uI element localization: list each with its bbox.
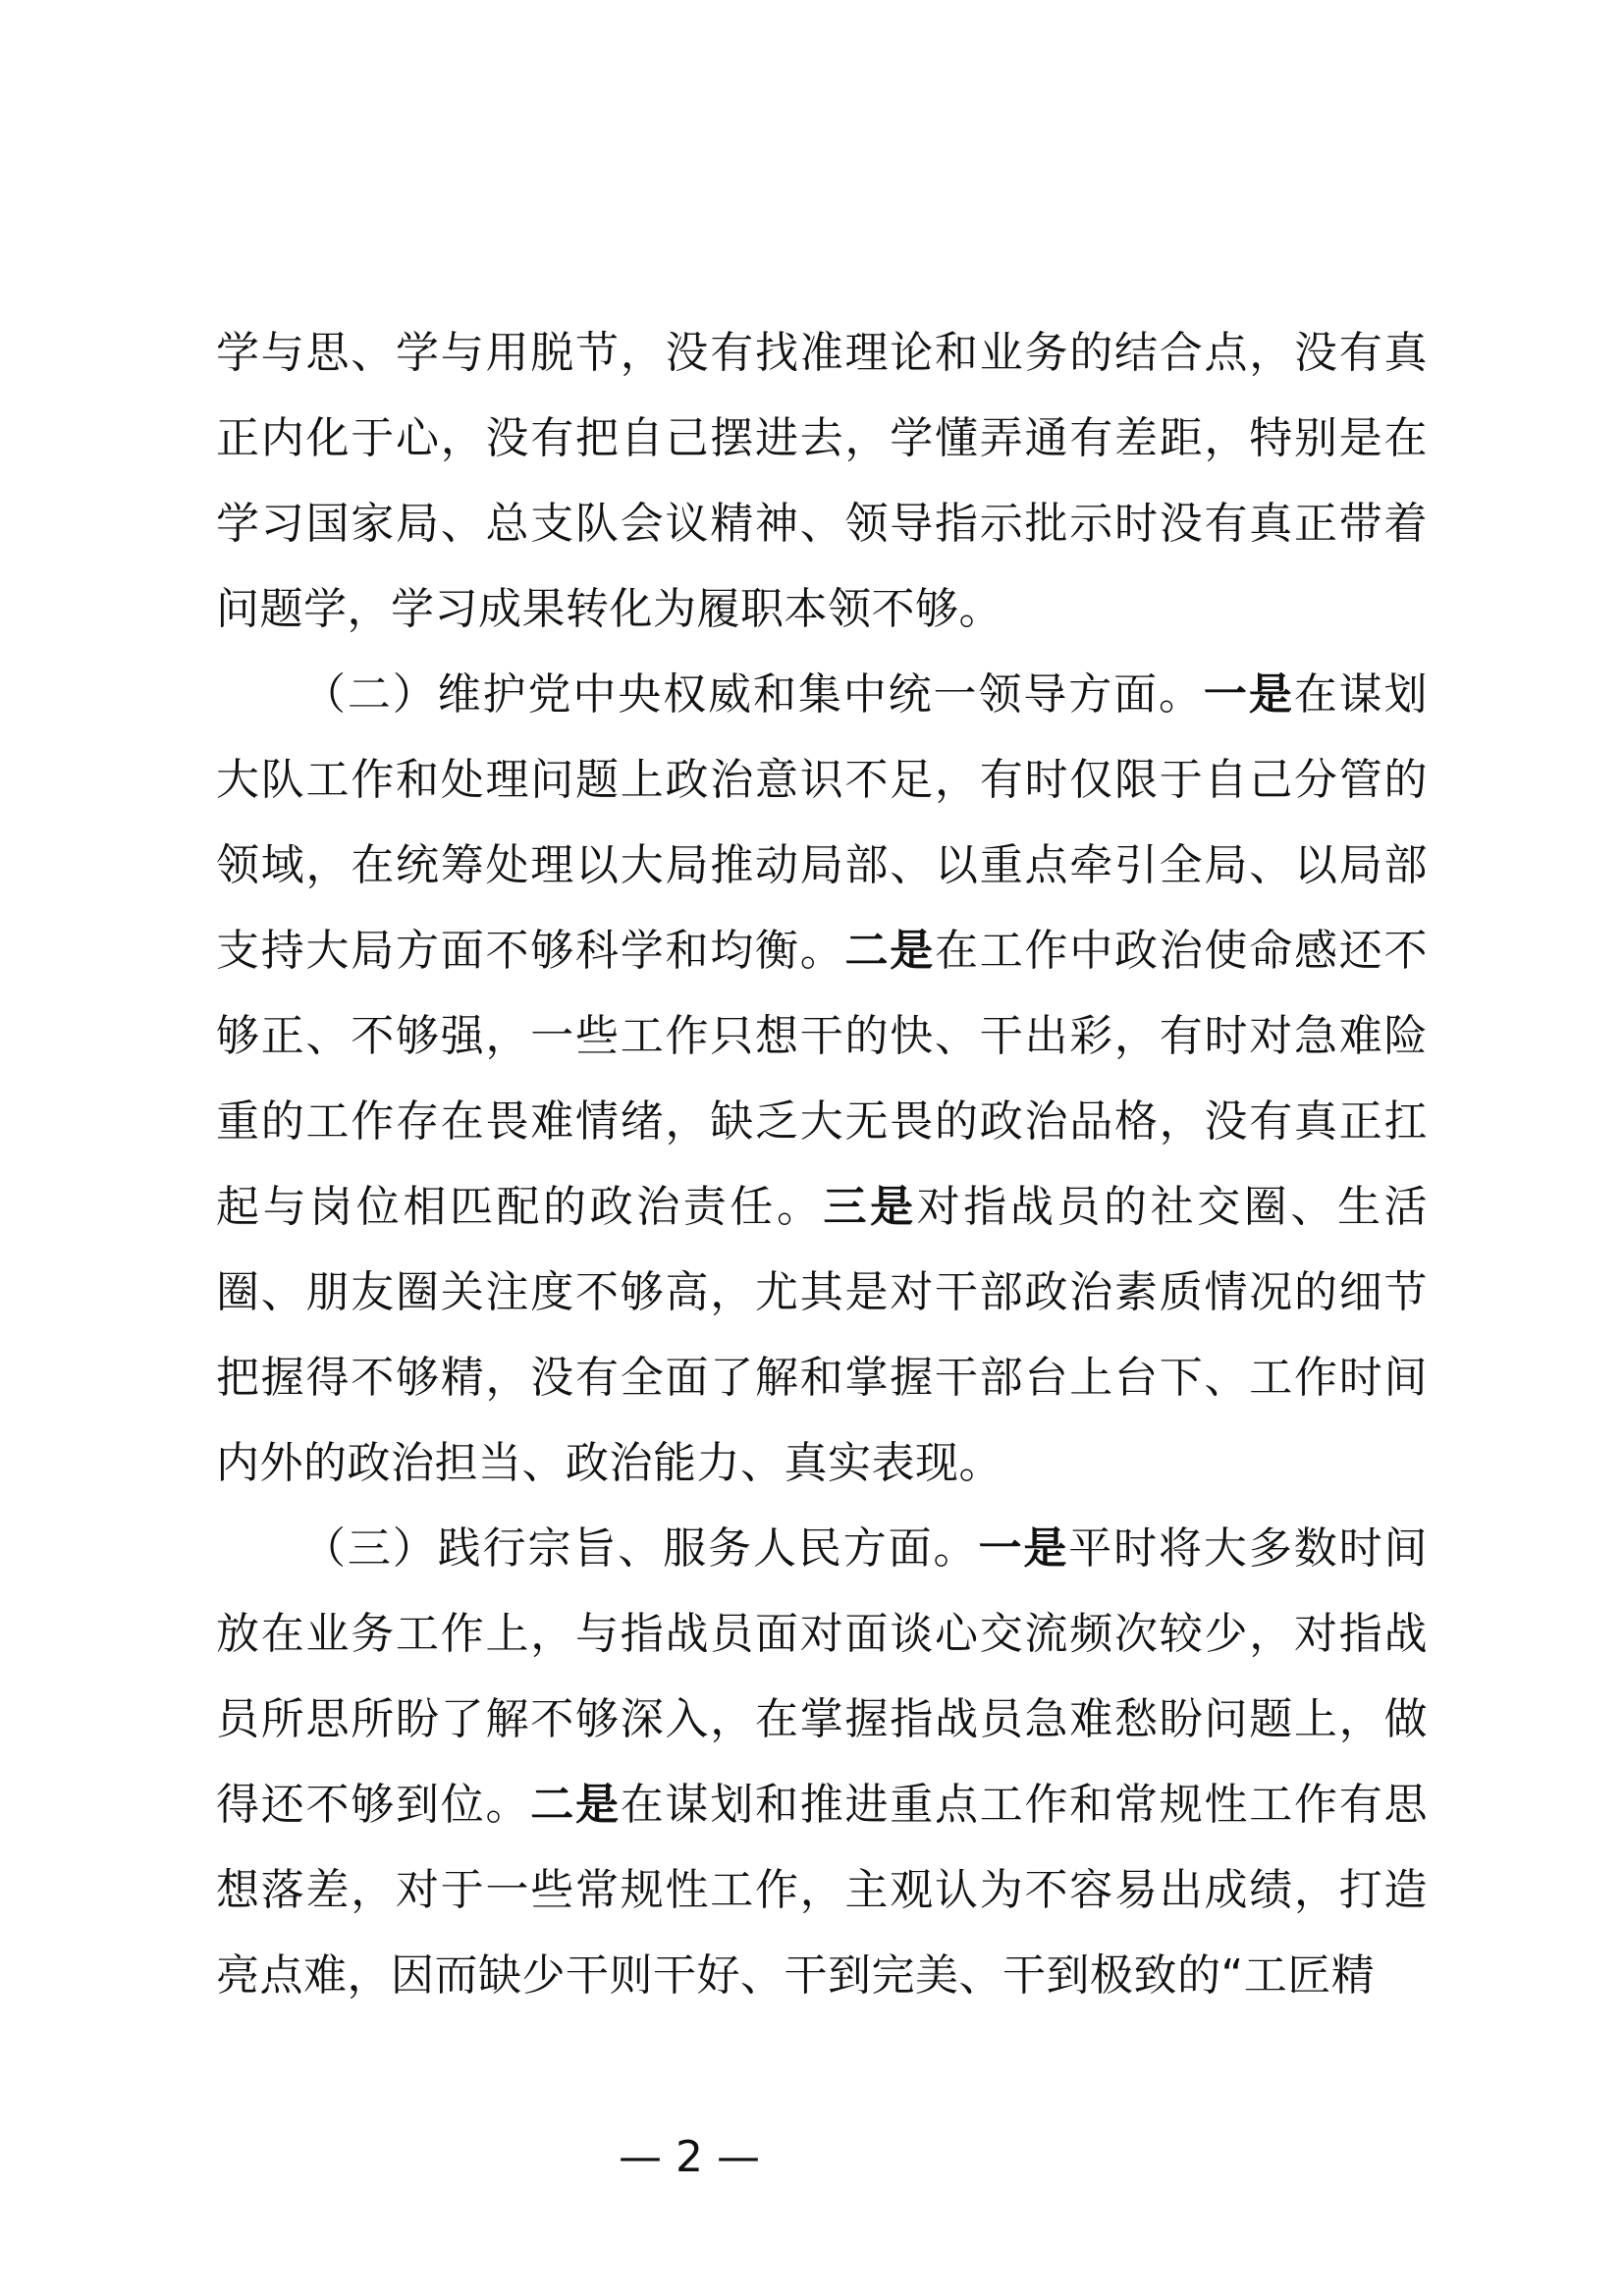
paragraph-text: 在谋划大队工作和处理问题上政治意识不足，有时仅限于自己分管的领域，在统筹处理以大局推动局部、以重点牵引全局、以局部支持大局方面不够科学和均衡。 — [216, 669, 1429, 976]
ordinal-marker: 二是 — [844, 926, 935, 976]
ordinal-marker: 三是 — [823, 1182, 917, 1232]
paragraph-text: 对指战员的社交圈、生活圈、朋友圈关注度不够高，尤其是对干部政治素质情况的细节把握得不够精，没有全面了解和掌握干部台上台下、工作时间内外的政治担当、政治能力、真实表现。 — [216, 1182, 1429, 1488]
section-heading: （三）践行宗旨、服务人民方面。 — [302, 1523, 979, 1574]
paragraph-text: 平时将大多数时间放在业务工作上，与指战员面对面谈心交流频次较少，对指战员所思所盼了解不够深入，在掌握指战员急难愁盼问题上，做得还不够到位。 — [216, 1523, 1429, 1830]
paragraph-text: 在谋划和推进重点工作和常规性工作有思想落差，对于一些常规性工作，主观认为不容易出成绩，打造亮点难，因而缺少干则干好、干到完美、干到极致的“工匠精 — [216, 1780, 1428, 2001]
paragraph-text: 学与思、学与用脱节，没有找准理论和业务的结合点，没有真正内化于心，没有把自己摆进去，学懂弄通有差距，特别是在学习国家局、总支队会议精神、领导指示批示时没有真正带着问题学，学习成果转化为履职本领不够。 — [216, 328, 1428, 634]
paragraph — [216, 310, 1428, 652]
page-number: — 2 — — [619, 2132, 760, 2182]
paragraph — [216, 1506, 1428, 2018]
document-body — [216, 310, 1428, 2018]
paragraph — [216, 652, 1428, 1506]
paragraph-text: 在工作中政治使命感还不够正、不够强，一些工作只想干的快、干出彩，有时对急难险重的工作存在畏难情绪，缺乏大无畏的政治品格，没有真正扛起与岗位相匹配的政治责任。 — [216, 926, 1428, 1232]
ordinal-marker: 一是 — [978, 1523, 1069, 1574]
section-heading: （二）维护党中央权威和集中统一领导方面。 — [302, 669, 1204, 720]
ordinal-marker: 一是 — [1203, 669, 1294, 720]
ordinal-marker: 二是 — [530, 1780, 621, 1830]
